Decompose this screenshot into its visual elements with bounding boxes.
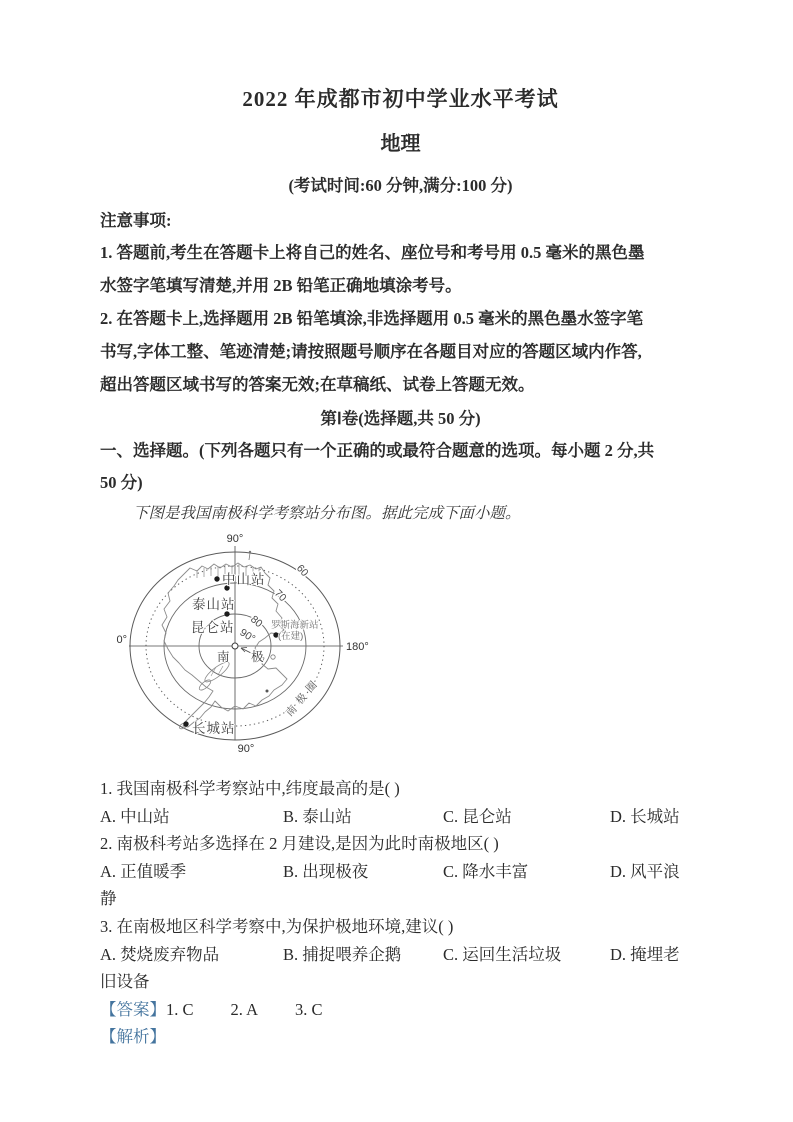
axis-label-bottom: 90°: [237, 743, 255, 755]
question-2-option-d: D. 风平浪: [610, 861, 680, 881]
answer-item-3: 3. C: [295, 999, 323, 1019]
answer-row: [100, 996, 701, 1024]
notice-line-5: 超出答题区域书写的答案无效;在草稿纸、试卷上答题无效。: [100, 375, 535, 394]
question-1-option-c: C. 昆仑站: [443, 806, 512, 826]
question-1-option-d: D. 长城站: [610, 806, 680, 826]
station-label-kunlun: 昆仑站: [191, 620, 235, 635]
south-pole-marker: [232, 643, 238, 649]
pole-label: 南 极: [217, 650, 273, 664]
question-1-text: 1. 我国南极科学考察站中,纬度最高的是( ): [100, 779, 400, 798]
section-instruction-line-1: 一、选择题。(下列各题只有一个正确的或最符合题意的选项。每小题 2 分,共: [100, 441, 655, 460]
antarctic-circle-label-char2: 极: [293, 691, 310, 708]
notice-line-1: 1. 答题前,考生在答题卡上将自己的姓名、座位号和考号用 0.5 毫米的黑色墨: [100, 243, 645, 262]
question-3-option-a: A. 焚烧废弃物品: [100, 944, 220, 964]
question-2-option-c: C. 降水丰富: [443, 861, 529, 881]
notice-header: 注意事项:: [100, 211, 172, 230]
question-2-text: 2. 南极科考站多选择在 2 月建设,是因为此时南极地区( ): [100, 834, 499, 854]
small-island-dot: [266, 690, 269, 693]
question-1: [100, 775, 701, 830]
question-3-options: [100, 941, 701, 969]
question-3-option-d-overflow: 旧设备: [100, 972, 150, 992]
lens-hatch: [211, 667, 216, 676]
station-label-rosssea-line2: (在建): [278, 631, 304, 642]
question-1-option-a: A. 中山站: [100, 806, 170, 826]
antarctic-circle-label-char3: 圈: [303, 679, 320, 696]
page-title: 2022 年成都市初中学业水平考试: [242, 87, 559, 111]
question-2-options: [100, 858, 701, 886]
latitude-label-90: 90°: [237, 626, 258, 646]
axis-label-top: 90°: [226, 533, 244, 545]
question-3-option-b: B. 捕捉喂养企鹅: [283, 944, 402, 964]
passage-intro: 下图是我国南极科学考察站分布图。据此完成下面小题。: [133, 505, 521, 522]
antarctica-map: [107, 530, 375, 762]
part1-header: 第Ⅰ卷(选择题,共 50 分): [320, 409, 481, 428]
question-zone: [100, 775, 701, 1051]
antarctica-map-figure: [107, 530, 701, 767]
station-dot-changcheng: [183, 721, 188, 726]
question-1-options: [100, 803, 701, 831]
station-label-taishan: 泰山站: [192, 597, 236, 612]
station-label-changcheng: 长城站: [192, 721, 236, 736]
answer-label: 【答案】: [100, 999, 166, 1019]
notice-line-3: 2. 在答题卡上,选择题用 2B 铅笔填涂,非选择题用 0.5 毫米的黑色墨水签字笔: [100, 309, 644, 328]
axis-label-left: 0°: [116, 634, 127, 646]
question-2-option-a: A. 正值暖季: [100, 861, 187, 881]
answer-item-2: 2. A: [230, 999, 259, 1019]
question-2-option-b: B. 出现极夜: [283, 861, 369, 881]
exam-info: (考试时间:60 分钟,满分:100 分): [288, 176, 513, 195]
station-dot-kunlun: [224, 611, 229, 616]
analysis-label: 【解析】: [100, 1027, 166, 1047]
question-1-option-b: B. 泰山站: [283, 806, 352, 826]
latitude-label-80: 80: [248, 613, 265, 631]
flag-mark: [249, 553, 250, 560]
question-2-option-d-overflow: 静: [100, 889, 117, 909]
latitude-label-70: 70: [271, 587, 289, 605]
antarctic-circle-label-char1: 南: [283, 703, 300, 720]
analysis-row: [100, 1023, 701, 1051]
notice-line-4: 书写,字体工整、笔迹清楚;请按照题号顺序在各题目对应的答题区域内作答,: [100, 342, 642, 361]
question-2: [100, 830, 701, 913]
latitude-label-60: 60: [293, 562, 311, 580]
station-label-zhongshan: 中山站: [222, 572, 266, 587]
question-3-text: 3. 在南极地区科学考察中,为保护极地环境,建议( ): [100, 916, 454, 936]
question-3-option-d: D. 掩埋老: [610, 944, 680, 964]
flag-mark-dot: [249, 551, 251, 553]
subject-title: 地理: [380, 133, 421, 155]
station-dot-zhongshan: [214, 576, 219, 581]
answer-item-1: 1. C: [166, 999, 194, 1019]
question-3-option-c: C. 运回生活垃圾: [443, 944, 562, 964]
station-label-rosssea-line1: 罗斯海新站: [271, 620, 319, 631]
notice-line-2: 水签字笔填写清楚,并用 2B 铅笔正确地填涂考号。: [100, 276, 462, 295]
question-3: [100, 913, 701, 996]
axis-label-right: 180°: [346, 641, 369, 653]
section-instruction-line-2: 50 分): [100, 473, 143, 492]
